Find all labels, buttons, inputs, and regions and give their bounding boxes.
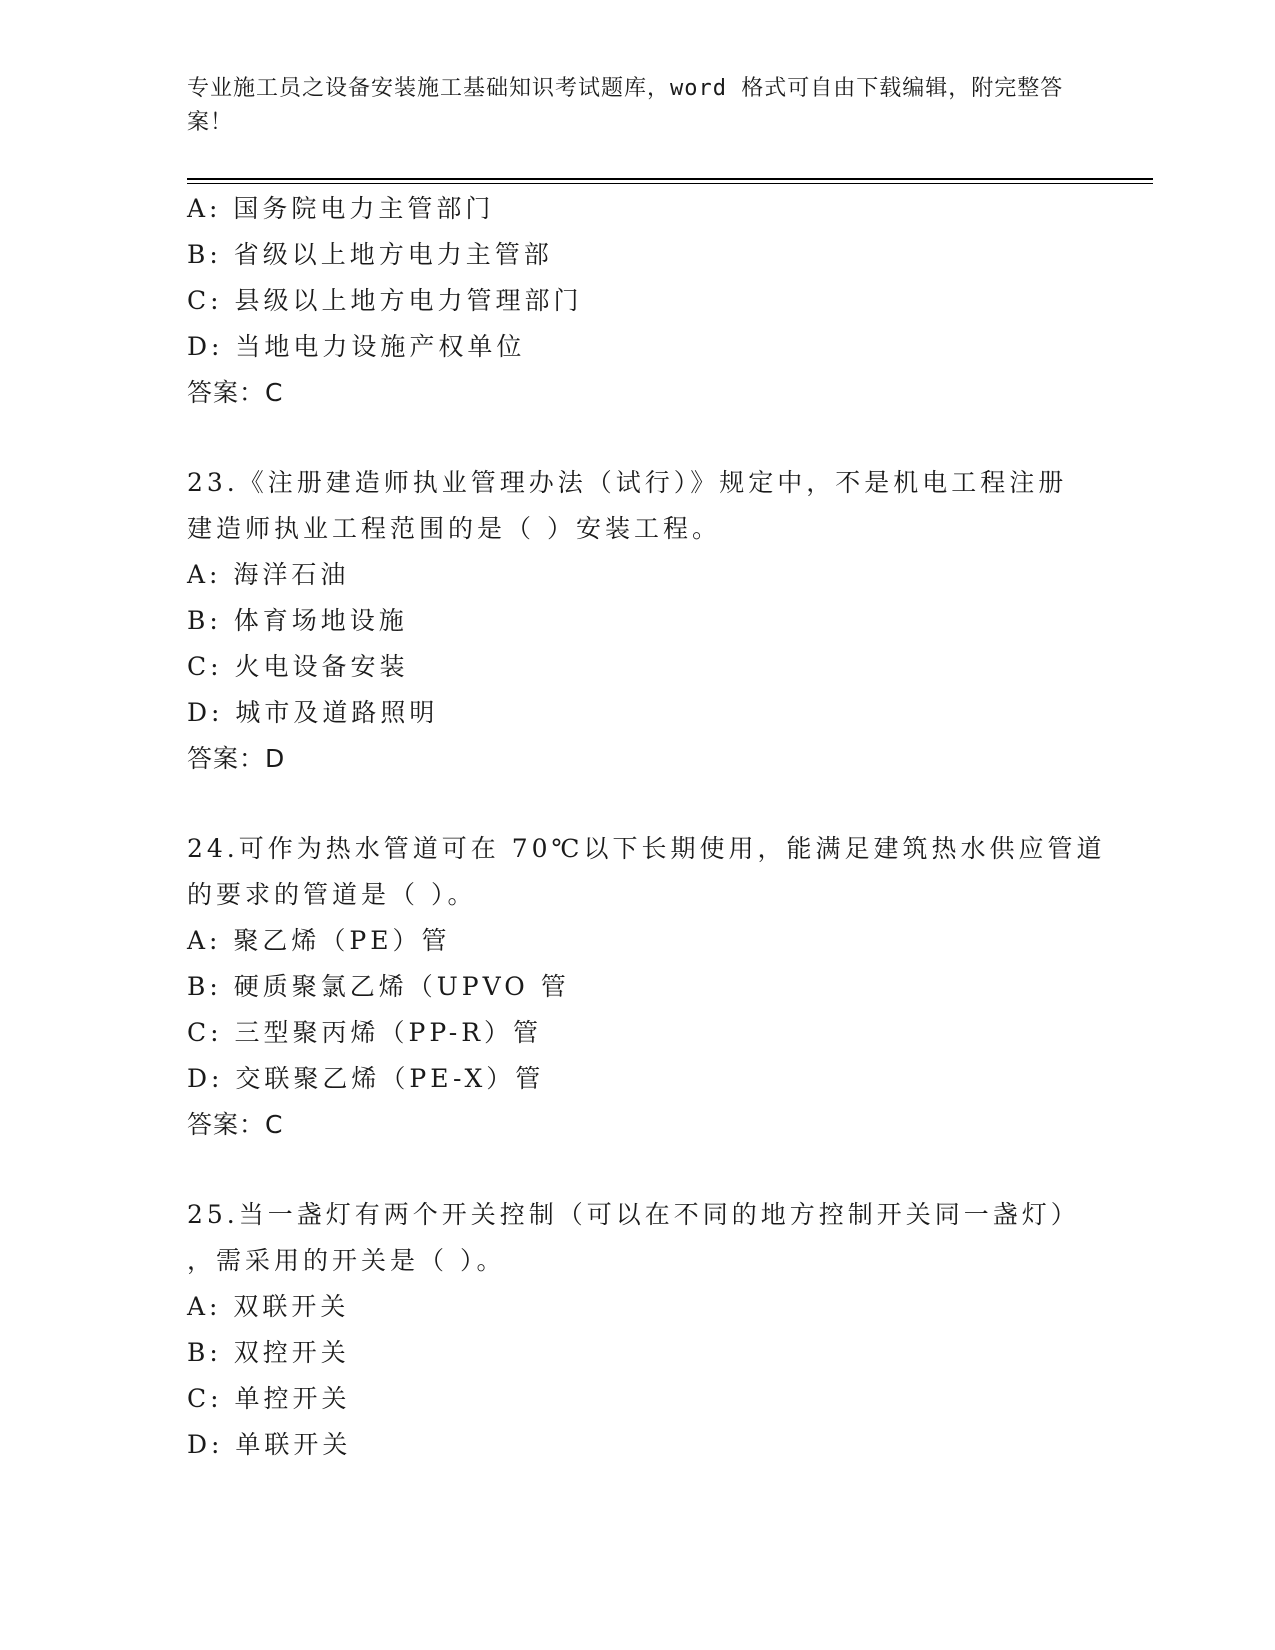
option-c: C: 单控开关 (187, 1384, 351, 1413)
option-d: D: 单联开关 (187, 1430, 352, 1459)
option-b: B: 省级以上地方电力主管部 (187, 240, 553, 269)
option-d: D: 城市及道路照明 (187, 698, 439, 727)
header-rule-thin (187, 183, 1153, 184)
answer: 答案：C (187, 1110, 284, 1139)
option-a: A: 海洋石油 (187, 560, 350, 589)
option-a: A: 聚乙烯（PE）管 (187, 926, 451, 955)
option-b: B: 硬质聚氯乙烯（UPVO 管 (187, 972, 570, 1001)
option-b: B: 体育场地设施 (187, 606, 408, 635)
question-24 (187, 826, 1106, 1148)
option-d: D: 当地电力设施产权单位 (187, 332, 526, 361)
question-stem-line-1: 23.《注册建造师执业管理办法（试行）》规定中，不是机电工程注册 (187, 468, 1068, 497)
document-header: 专业施工员之设备安装施工基础知识考试题库，word 格式可自由下载编辑，附完整答案！ (187, 76, 1064, 135)
option-c: C: 县级以上地方电力管理部门 (187, 286, 583, 315)
option-d: D: 交联聚乙烯（PE-X）管 (187, 1064, 545, 1093)
question-stem-line-1: 24.可作为热水管道可在 70℃以下长期使用，能满足建筑热水供应管道 (187, 834, 1106, 863)
question-stem-line-2: ，需采用的开关是（ ）。 (187, 1246, 506, 1275)
question-list (187, 186, 1106, 1468)
question-22 (187, 186, 1087, 416)
option-c: C: 火电设备安装 (187, 652, 409, 681)
answer: 答案：C (187, 378, 284, 407)
answer: 答案：D (187, 744, 286, 773)
question-23 (187, 460, 1087, 782)
question-stem-line-2: 建造师执业工程范围的是（ ）安装工程。 (187, 514, 721, 543)
header-rule-thick (187, 178, 1153, 180)
question-stem-line-2: 的要求的管道是（ ）。 (187, 880, 477, 909)
question-stem-line-1: 25.当一盏灯有两个开关控制（可以在不同的地方控制开关同一盏灯） (187, 1200, 1080, 1229)
option-a: A: 双联开关 (187, 1292, 350, 1321)
option-c: C: 三型聚丙烯（PP-R）管 (187, 1018, 543, 1047)
option-b: B: 双控开关 (187, 1338, 350, 1367)
option-a: A: 国务院电力主管部门 (187, 194, 495, 223)
question-25 (187, 1192, 1087, 1468)
